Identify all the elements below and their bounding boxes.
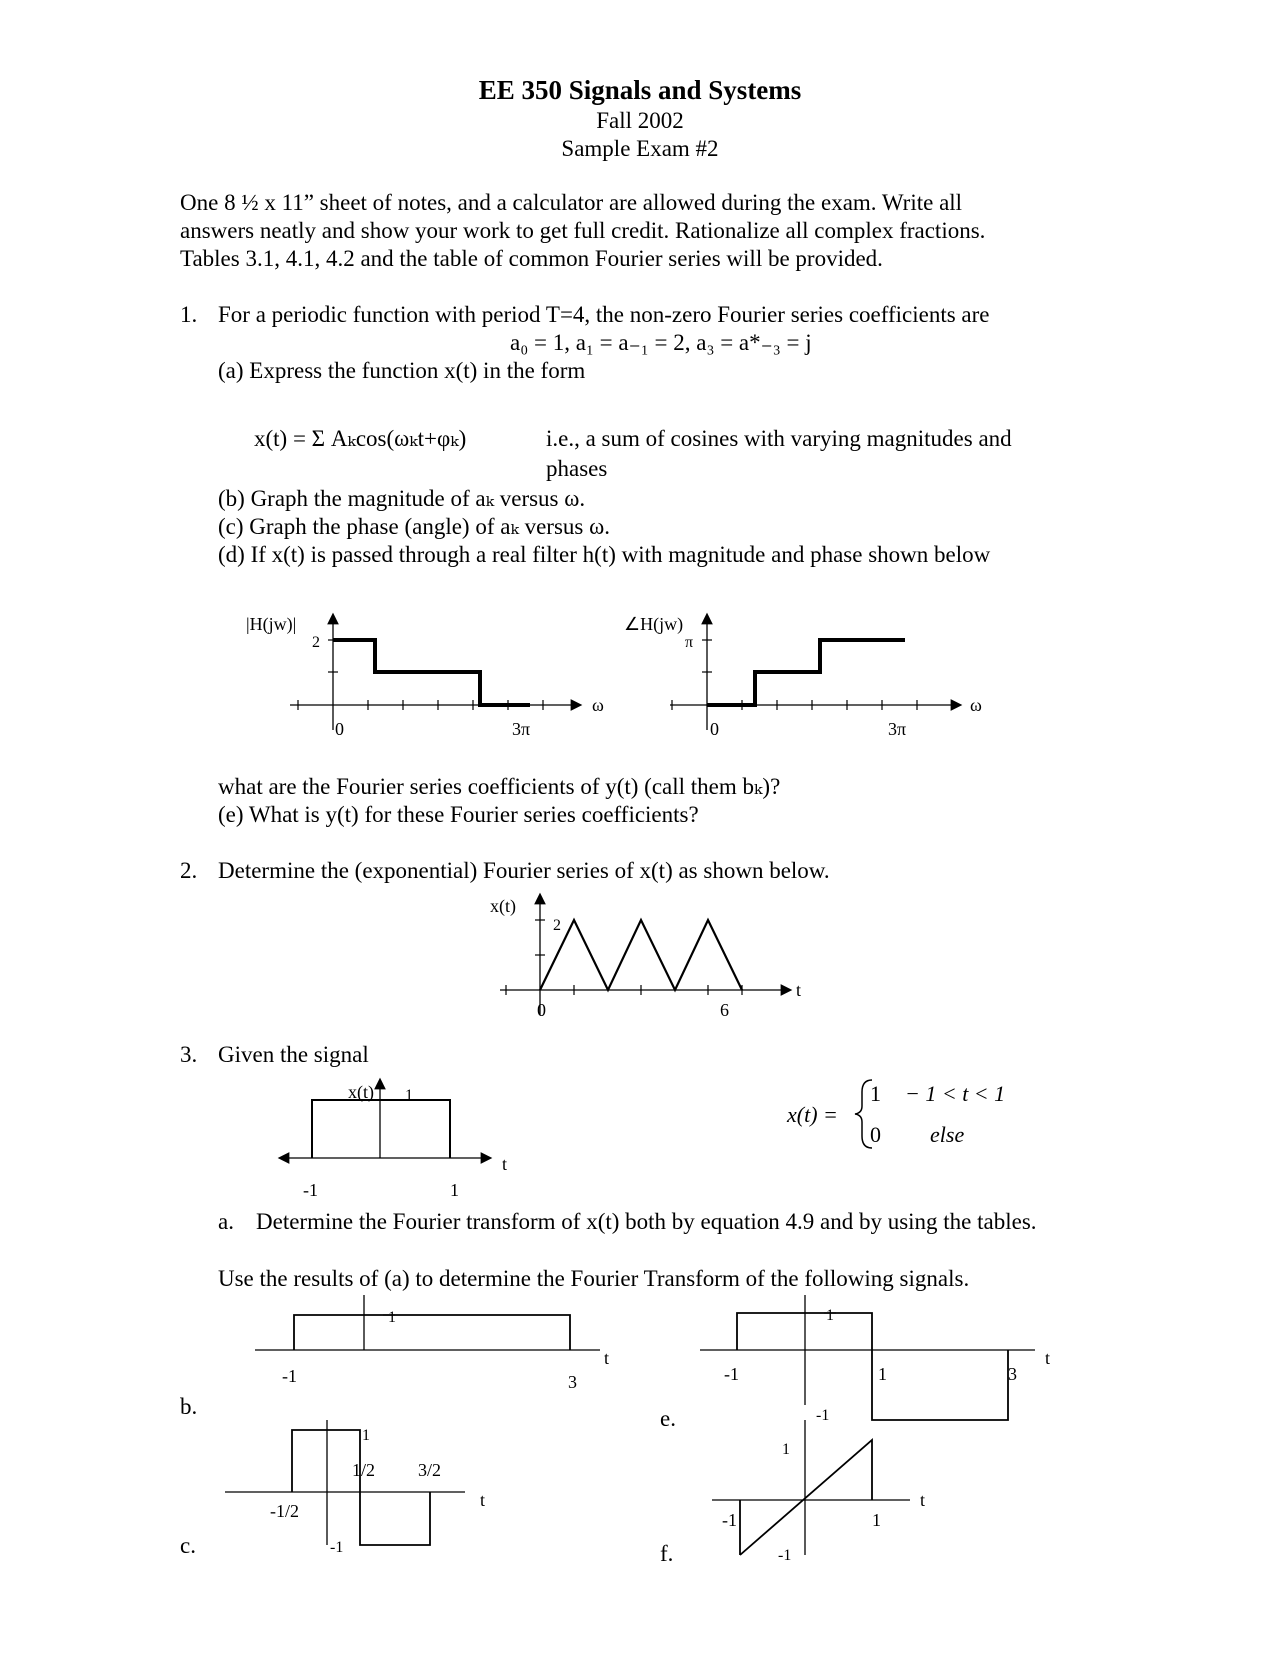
q3-part-b-label: b. bbox=[180, 1394, 198, 1419]
q3e-xlabel: t bbox=[1045, 1348, 1051, 1368]
q3e-xtick-1: 1 bbox=[878, 1364, 887, 1384]
rect-pulse bbox=[312, 1100, 450, 1158]
q2-triangle-plot bbox=[500, 895, 790, 1015]
phase-response-line bbox=[707, 640, 905, 705]
q3b-xlabel: t bbox=[604, 1348, 610, 1368]
q1-part-c: (c) Graph the phase (angle) of aₖ versus ω. bbox=[218, 514, 611, 539]
exam-title: Sample Exam #2 bbox=[561, 136, 719, 161]
q3b-ytick: 1 bbox=[388, 1309, 396, 1326]
q3-part-e-label: e. bbox=[660, 1406, 676, 1431]
q3b-xtick-neg1: -1 bbox=[282, 1366, 297, 1386]
q3-stem: Given the signal bbox=[218, 1042, 369, 1067]
rect-b bbox=[294, 1315, 570, 1350]
q1-part-a: (a) Express the function x(t) in the form bbox=[218, 358, 586, 383]
pulse-pair-e bbox=[737, 1313, 1008, 1420]
q3e-ytick-1: 1 bbox=[826, 1307, 834, 1324]
instructions-line-2: answers neatly and show your work to get full credit. Rationalize all complex fractions. bbox=[180, 218, 986, 243]
q3-number: 3. bbox=[180, 1042, 198, 1067]
q3e-ytick-neg1: -1 bbox=[816, 1407, 830, 1424]
q1-part-b: (b) Graph the magnitude of aₖ versus ω. bbox=[218, 486, 586, 511]
q3e-xtick-neg1: -1 bbox=[724, 1364, 739, 1384]
phase-ylabel: ∠H(jw) bbox=[624, 614, 684, 634]
piecewise-value-1: 1 bbox=[870, 1081, 881, 1106]
ramp-f bbox=[740, 1440, 872, 1555]
q2-stem: Determine the (exponential) Fourier series of x(t) as shown below. bbox=[218, 858, 830, 883]
piecewise-cond-1: − 1 < t < 1 bbox=[905, 1081, 1006, 1106]
phase-xtick-3pi: 3π bbox=[888, 719, 907, 739]
term: Fall 2002 bbox=[596, 108, 684, 133]
mag-ytick: 2 bbox=[312, 634, 320, 651]
q1-part-e: (e) What is y(t) for these Fourier series coefficients? bbox=[218, 802, 699, 827]
q1-magnitude-plot bbox=[290, 615, 580, 730]
x-ticks bbox=[298, 640, 543, 710]
q1-number: 1. bbox=[180, 302, 198, 327]
q2-xtick-6: 6 bbox=[720, 1000, 729, 1020]
q3c-ytick-neg1: -1 bbox=[330, 1539, 344, 1556]
q3b-xtick-3: 3 bbox=[568, 1372, 577, 1392]
q1-formula: x(t) = Σ Aₖcos(ωₖt+φₖ) bbox=[254, 426, 467, 451]
q3c-plot bbox=[225, 1420, 465, 1545]
q1-formula-note-2: phases bbox=[546, 456, 608, 481]
q3-use-results: Use the results of (a) to determine the Fourier Transform of the following signals. bbox=[218, 1266, 970, 1291]
phase-ytick: π bbox=[685, 634, 694, 651]
q2-ytick: 2 bbox=[553, 917, 561, 934]
x-ticks bbox=[672, 640, 917, 710]
q2-ylabel: x(t) bbox=[490, 896, 516, 916]
q3-part-a-label: a. bbox=[218, 1209, 234, 1234]
q3-part-a: Determine the Fourier transform of x(t) both by equation 4.9 and by using the tables. bbox=[256, 1209, 1037, 1234]
phase-xlabel: ω bbox=[970, 695, 982, 715]
q3c-xtick-3-2: 3/2 bbox=[418, 1460, 442, 1480]
q3-ytick: 1 bbox=[405, 1087, 413, 1104]
q3-xlabel: t bbox=[502, 1154, 508, 1174]
mag-ylabel: |H(jw)| bbox=[246, 614, 297, 634]
q1-coefficients: a₀ = 1, a₁ = a₋₁ = 2, a₃ = a*₋₃ = j bbox=[510, 330, 812, 355]
magnitude-response-line bbox=[333, 640, 530, 705]
mag-xlabel: ω bbox=[592, 695, 604, 715]
piecewise-cond-2: else bbox=[930, 1122, 965, 1147]
q2-xlabel: t bbox=[796, 980, 802, 1000]
q3f-xlabel: t bbox=[920, 1490, 926, 1510]
q3c-ytick-1: 1 bbox=[362, 1427, 370, 1444]
pulse-pair bbox=[292, 1430, 430, 1545]
q1-stem: For a periodic function with period T=4, the non-zero Fourier series coefficients are bbox=[218, 302, 990, 327]
q3f-ytick-neg1: -1 bbox=[778, 1547, 792, 1564]
instructions-line-3: Tables 3.1, 4.1, 4.2 and the table of common Fourier series will be provided. bbox=[180, 246, 883, 271]
q3b-plot bbox=[255, 1295, 600, 1350]
q1-part-d: (d) If x(t) is passed through a real filter h(t) with magnitude and phase shown below bbox=[218, 542, 991, 567]
q1-phase-plot bbox=[670, 615, 960, 730]
q3c-xtick-neg-half: -1/2 bbox=[270, 1501, 299, 1521]
q3f-ytick-1: 1 bbox=[782, 1441, 790, 1458]
piecewise-lhs: x(t) = bbox=[787, 1102, 838, 1127]
q3c-xtick-half: 1/2 bbox=[352, 1460, 376, 1480]
triangle-wave-line bbox=[540, 920, 742, 990]
piecewise-value-2: 0 bbox=[870, 1122, 881, 1147]
q3-xtick-1: 1 bbox=[450, 1180, 459, 1200]
q1-part-d-continued: what are the Fourier series coefficients of y(t) (call them bₖ)? bbox=[218, 774, 781, 799]
q1-formula-note: i.e., a sum of cosines with varying magnitudes and bbox=[546, 426, 1012, 451]
q3-part-c-label: c. bbox=[180, 1533, 196, 1558]
page-title: EE 350 Signals and Systems bbox=[478, 75, 802, 105]
q3-ylabel: x(t) bbox=[348, 1082, 374, 1102]
q3f-plot bbox=[712, 1420, 910, 1555]
q3e-xtick-3: 3 bbox=[1008, 1364, 1017, 1384]
q2-number: 2. bbox=[180, 858, 198, 883]
q3f-xtick-1: 1 bbox=[872, 1510, 881, 1530]
q3-part-f-label: f. bbox=[660, 1541, 674, 1566]
phase-xtick-0: 0 bbox=[710, 719, 719, 739]
q3c-xlabel: t bbox=[480, 1490, 486, 1510]
q3f-xtick-neg1: -1 bbox=[722, 1510, 737, 1530]
mag-xtick-0: 0 bbox=[335, 719, 344, 739]
mag-xtick-3pi: 3π bbox=[512, 719, 531, 739]
q3-rect-plot bbox=[280, 1080, 490, 1158]
q3-xtick-neg1: -1 bbox=[303, 1180, 318, 1200]
q2-xtick-0: 0 bbox=[537, 1000, 546, 1020]
q3e-plot bbox=[700, 1295, 1035, 1420]
instructions-line-1: One 8 ½ x 11” sheet of notes, and a calculator are allowed during the exam. Write all bbox=[180, 190, 963, 215]
